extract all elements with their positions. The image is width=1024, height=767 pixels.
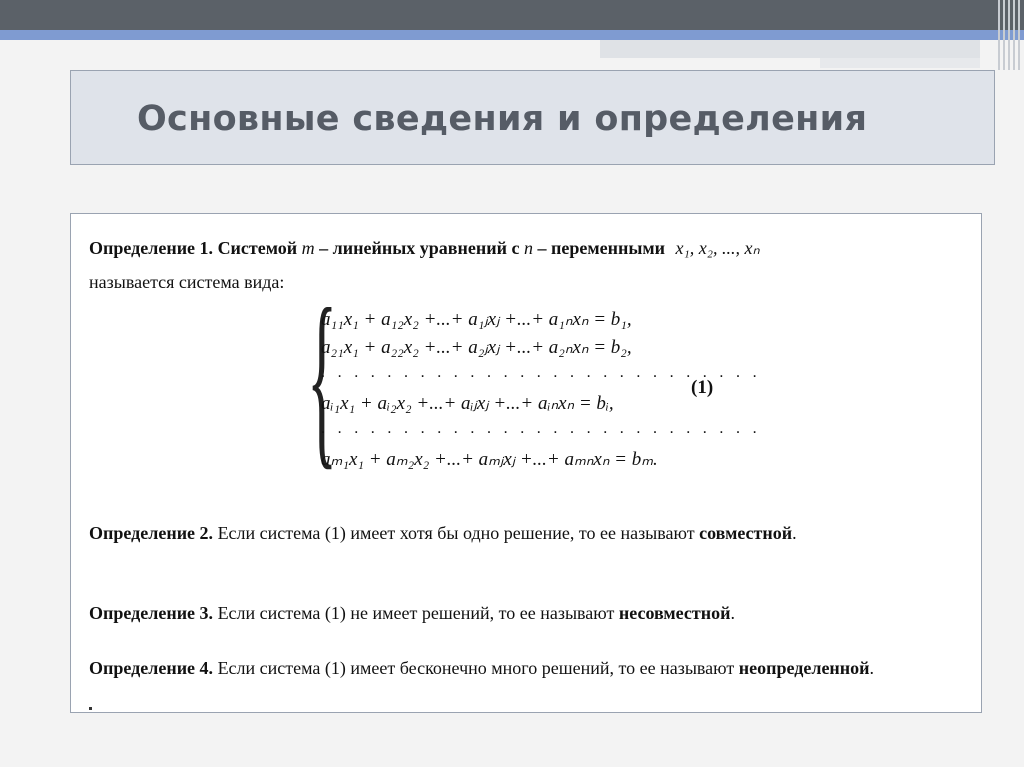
equation-row-m: aₘ₁x₁ + aₘ₂x₂ +...+ aₘⱼxⱼ +...+ aₘₙxₙ = bₘ. xyxy=(321,449,658,470)
system-number: (1) xyxy=(691,377,714,398)
definition-1 xyxy=(89,236,959,261)
equation-system xyxy=(307,269,761,486)
definition-3-label: Определение 3. xyxy=(89,603,214,623)
definition-3-text: Если система (1) не имеет решений, то ее называют xyxy=(217,603,615,623)
definition-4 xyxy=(89,656,924,681)
equation-row-1: a₁₁x₁ + a₁₂x₂ +...+ a₁ⱼxⱼ +...+ a₁ₙxₙ = b₁, xyxy=(321,309,632,330)
definition-3-term: несовместной xyxy=(618,603,731,623)
stray-dot xyxy=(89,707,92,710)
slide-title: Основные сведения и определения xyxy=(137,99,868,139)
equation-row-ellipsis-2: . . . . . . . . . . . . . . . . . . . . . . . . . . . xyxy=(321,420,761,437)
definition-3-end: . xyxy=(730,603,735,623)
equation-row-i: aᵢ₁x₁ + aᵢ₂x₂ +...+ aᵢⱼxⱼ +...+ aᵢₙxₙ = bᵢ, xyxy=(321,393,614,414)
definition-4-term: неопределенной xyxy=(738,658,870,678)
system-brace: { xyxy=(307,269,338,486)
definition-4-label: Определение 4. xyxy=(89,658,214,678)
definitions-panel xyxy=(70,213,982,713)
slide-accent-stripe xyxy=(0,30,1024,40)
definition-3 xyxy=(89,601,949,626)
definition-2-text: Если система (1) имеет хотя бы одно решение, то ее называют xyxy=(217,523,695,543)
slide-top-bar xyxy=(0,0,1024,30)
equation-row-ellipsis-1: . . . . . . . . . . . . . . . . . . . . . . . . . . . xyxy=(321,364,761,381)
definition-1-text-b: – линейных уравнений с xyxy=(319,238,520,258)
definition-1-n: n xyxy=(523,238,533,258)
equation-row-2: a₂₁x₁ + a₂₂x₂ +...+ a₂ⱼxⱼ +...+ a₂ₙxₙ = b₂, xyxy=(321,337,632,358)
definition-2-term: совместной xyxy=(699,523,793,543)
definition-1-text-a: Системой xyxy=(217,238,298,258)
slide-decor-band xyxy=(600,40,980,58)
definition-1-label: Определение 1. xyxy=(89,238,214,258)
definition-1-vars: x₁, x₂, ..., xₙ xyxy=(675,238,760,258)
slide-edge-decoration xyxy=(996,0,1024,70)
title-box xyxy=(70,70,995,165)
definition-4-end: . xyxy=(869,658,875,678)
definition-2-label: Определение 2. xyxy=(89,523,214,543)
definition-4-text: Если система (1) имеет бесконечно много решений, то ее называют xyxy=(217,658,735,678)
definition-2 xyxy=(89,521,924,546)
definition-1-m: m xyxy=(301,238,315,258)
definition-2-end: . xyxy=(792,523,797,543)
definition-1-line2: называется система вида: xyxy=(89,272,285,292)
definition-1-text-c: – переменными xyxy=(537,238,666,258)
slide-decor-band-small xyxy=(820,58,980,68)
